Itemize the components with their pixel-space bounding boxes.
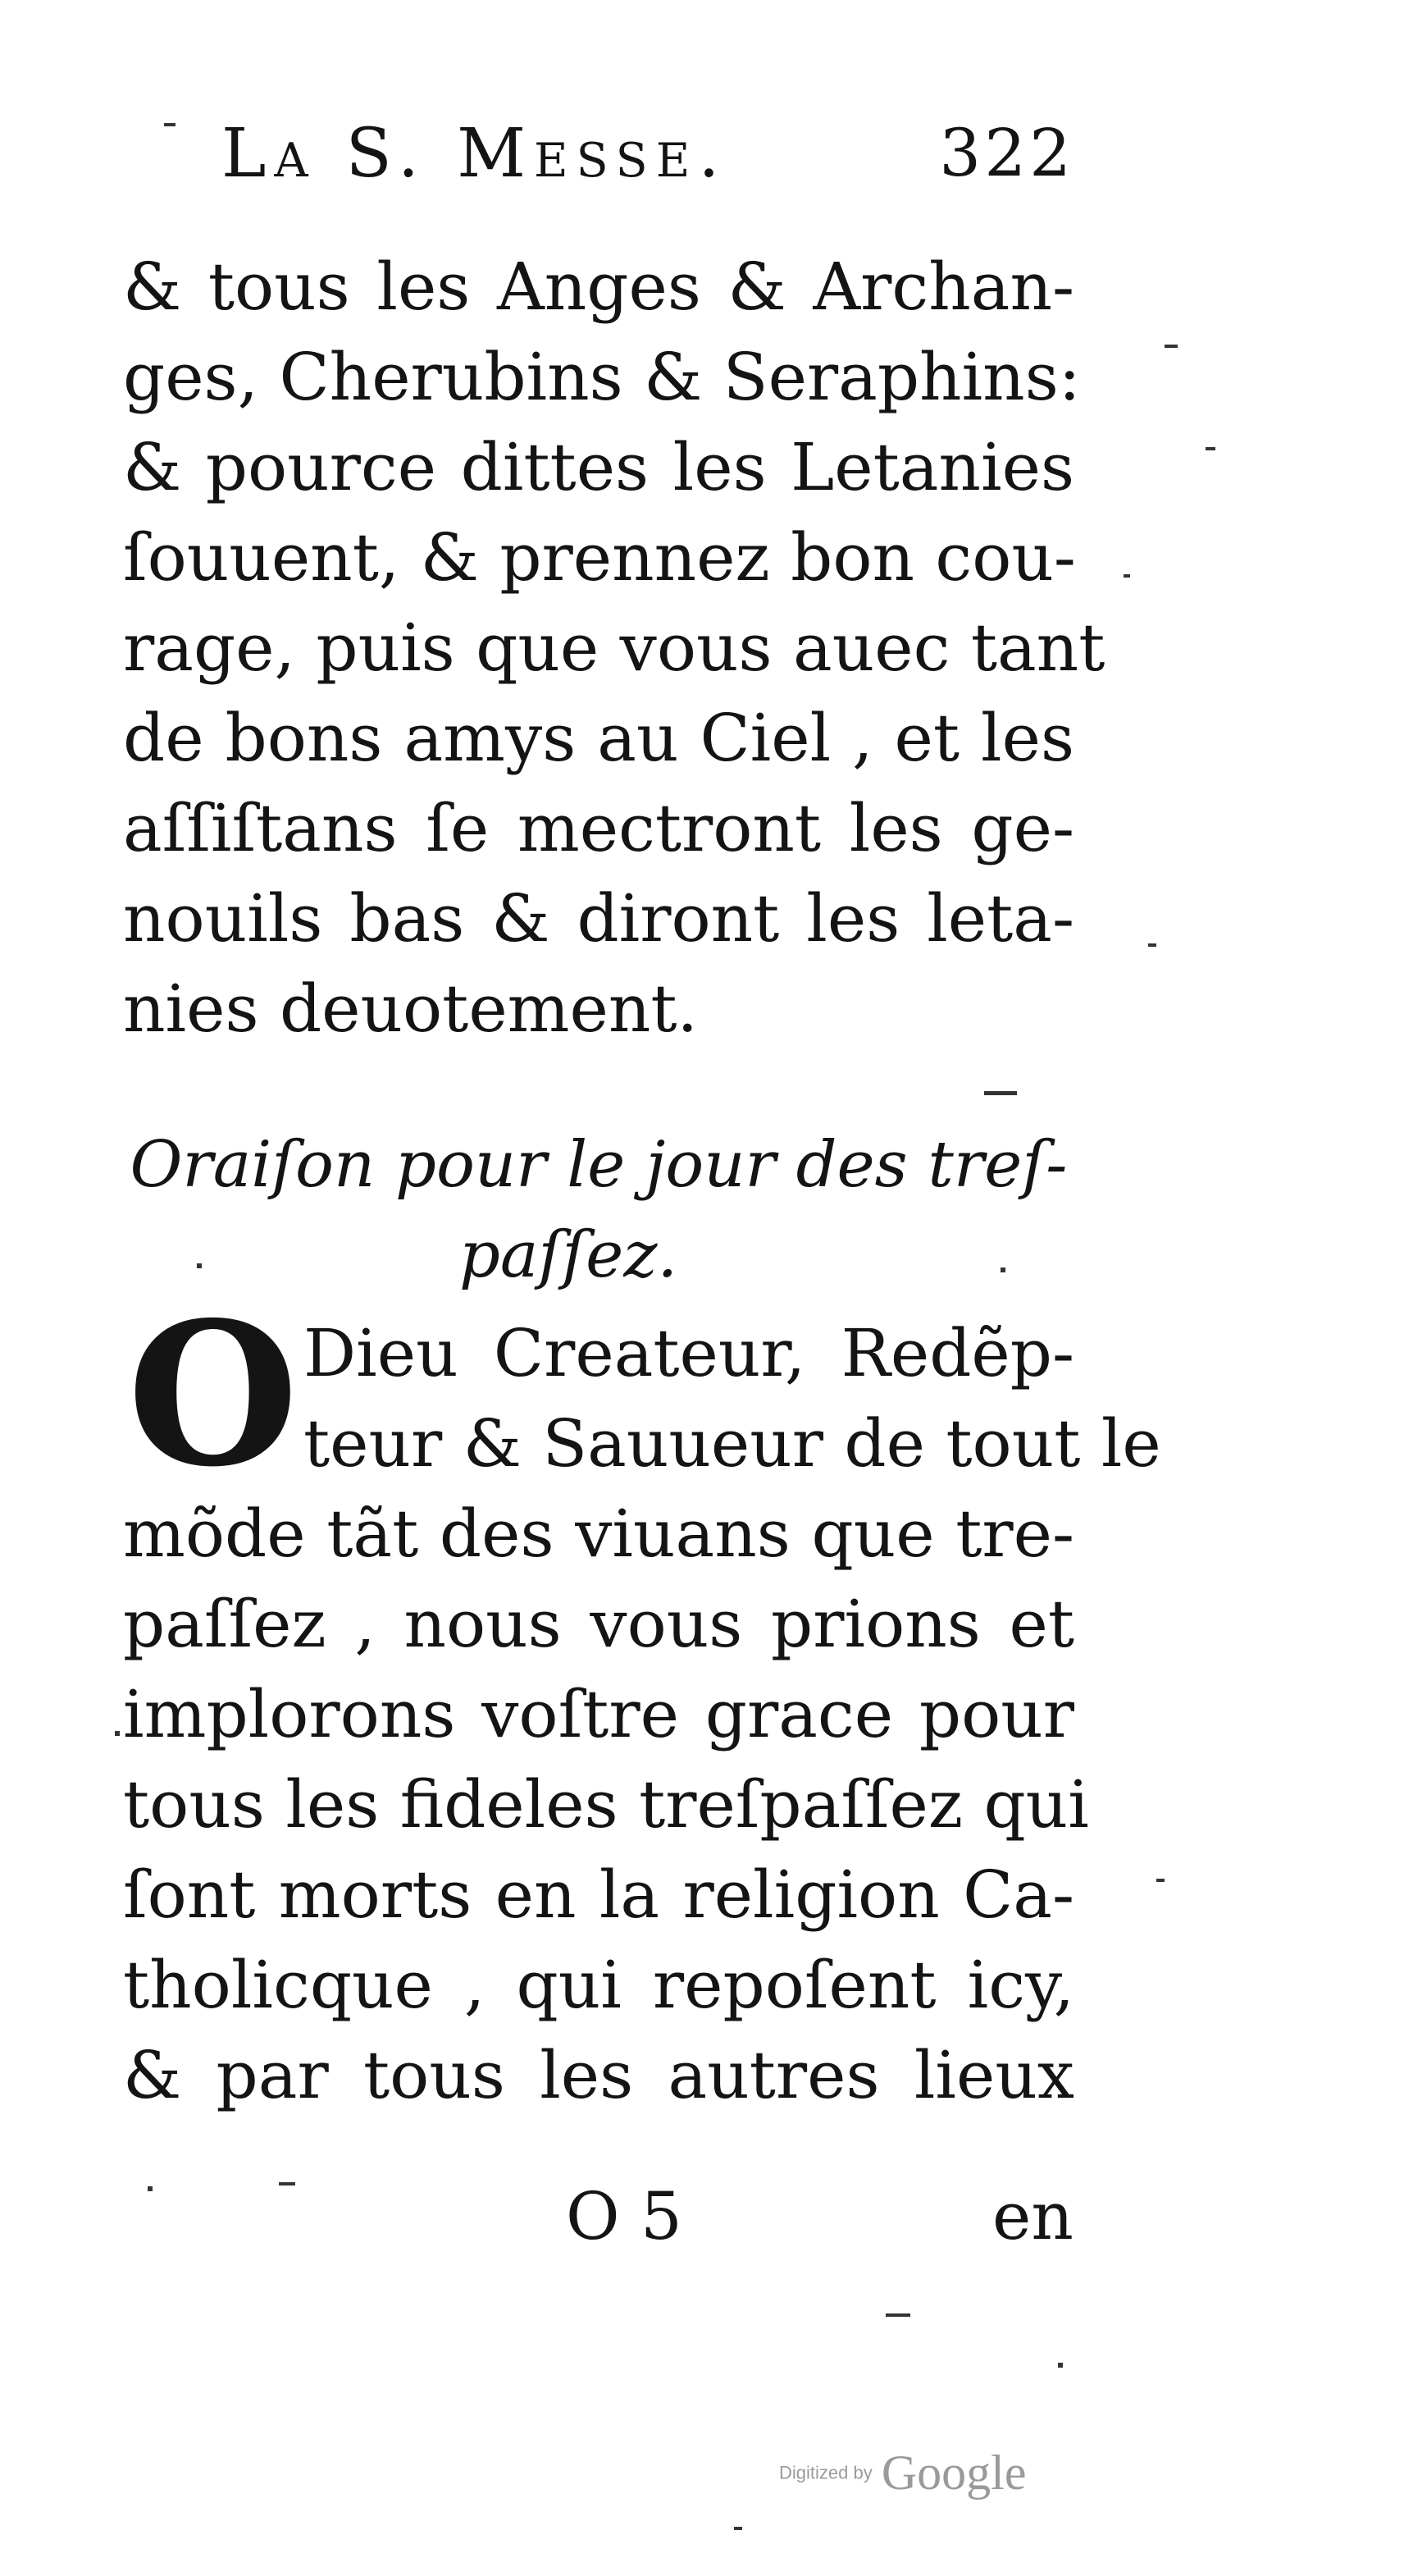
digitization-watermark (779, 2445, 1026, 2501)
prayer-line: tholicque , qui repoſent icy, (123, 1947, 1074, 2023)
body-line: & pource dittes les Letanies (123, 429, 1074, 505)
prayer-line: tous les fideles treſpaſſez qui (123, 1766, 1089, 1843)
body-line: & tous les Anges & Archan- (123, 249, 1074, 325)
watermark-prefix: Digitized by (779, 2462, 873, 2483)
ink-speck (1001, 1267, 1005, 1272)
body-line: nouils bas & diront les leta- (123, 880, 1074, 957)
ink-speck (164, 123, 176, 126)
body-line: nies deuotement. (123, 971, 698, 1047)
ink-speck (1148, 943, 1156, 947)
ink-speck (279, 2182, 295, 2185)
ink-speck (1058, 2363, 1063, 2368)
body-line: de bons amys au Ciel , et les (123, 700, 1074, 776)
ink-speck (115, 1731, 120, 1736)
body-line: ges, Cherubins & Seraphins: (123, 339, 1081, 415)
body-line: rage, puis que vous auec tant (123, 610, 1105, 686)
running-title: La S. Messe. (221, 115, 728, 193)
signature-mark: O 5 (566, 2178, 682, 2254)
drop-cap: O (127, 1279, 299, 1510)
page-header (123, 115, 1074, 205)
ink-speck (886, 2313, 910, 2317)
prayer-line: & par tous les autres lieux (123, 2037, 1074, 2113)
ink-speck (1206, 447, 1215, 450)
prayer-line: mõde tãt des viuans que tre- (123, 1496, 1074, 1572)
ink-speck (1156, 1879, 1165, 1882)
prayer-line: implorons voſtre grace pour (123, 1676, 1074, 1752)
body-line: aſſiſtans ſe mectront les ge- (123, 790, 1074, 866)
ink-speck (734, 2527, 742, 2530)
ink-speck (1124, 574, 1130, 578)
ink-speck (984, 1091, 1017, 1095)
ink-speck (148, 2186, 153, 2191)
body-line: ſouuent, & prennez bon cou- (123, 519, 1076, 596)
prayer-heading: Oraiſon pour le jour des treſ- (130, 1128, 1068, 1202)
catchword: en (992, 2178, 1074, 2254)
page-number: 322 (939, 115, 1074, 191)
prayer-line: ſont morts en la religion Ca- (123, 1857, 1074, 1933)
prayer-line: teur & Sauueur de tout le (303, 1405, 1161, 1482)
prayer-line: Dieu Createur, Redẽp- (303, 1315, 1074, 1391)
prayer-heading-continuation: paſſez. (459, 1218, 678, 1292)
ink-speck (197, 1263, 202, 1268)
ink-speck (1165, 345, 1178, 348)
google-logo: Google (881, 2446, 1027, 2500)
prayer-line: paſſez , nous vous prions et (123, 1586, 1074, 1662)
